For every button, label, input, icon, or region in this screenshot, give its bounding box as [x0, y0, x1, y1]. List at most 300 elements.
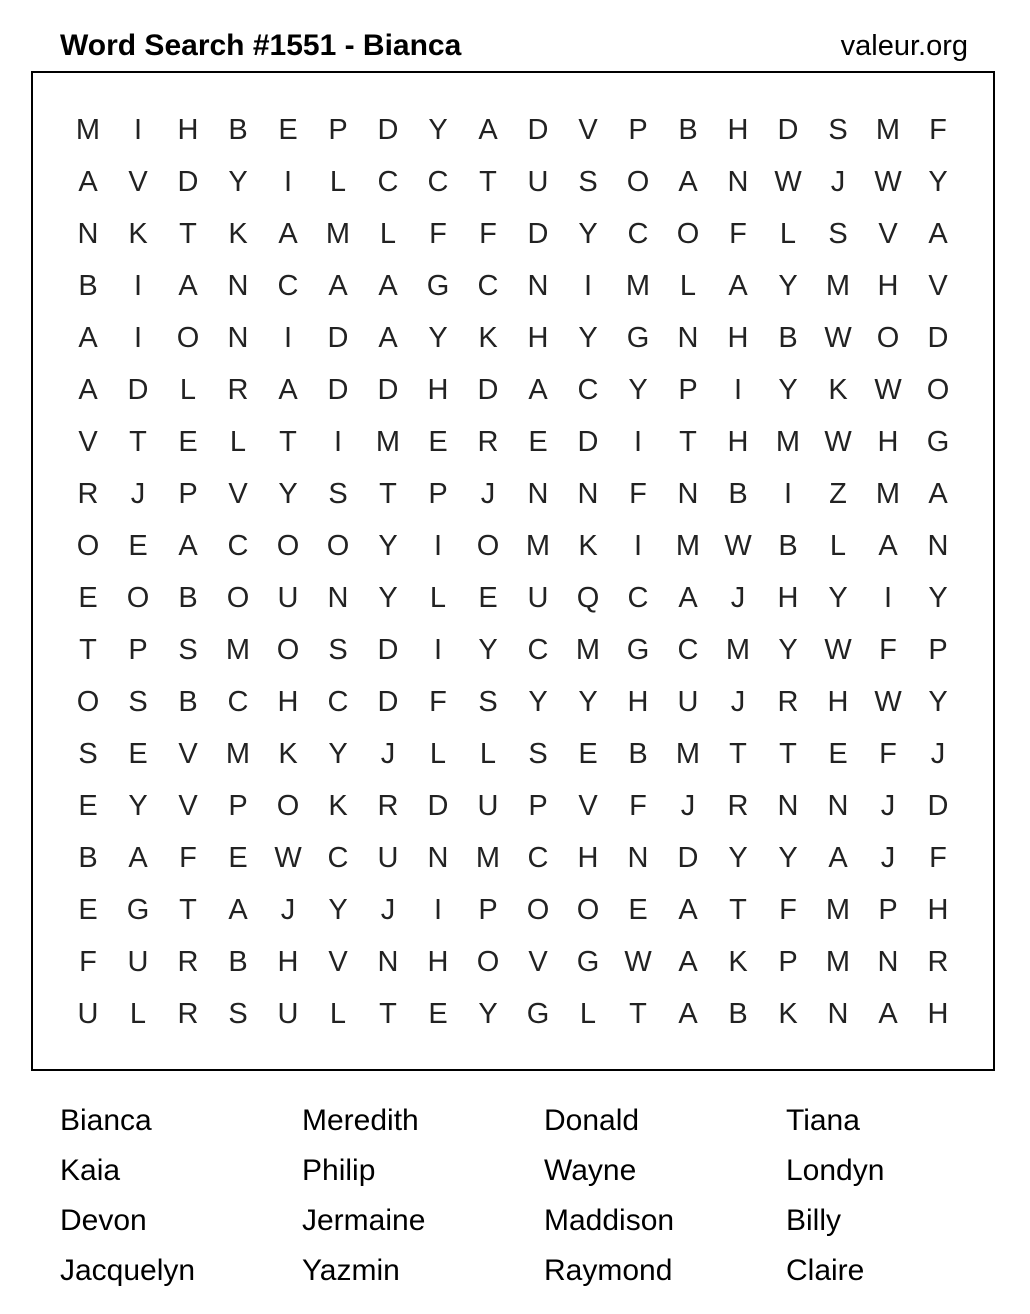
grid-letter: N: [677, 477, 699, 510]
grid-letter: I: [283, 165, 293, 198]
grid-letter: R: [177, 997, 199, 1030]
grid-letter: I: [283, 321, 293, 354]
page-title: Word Search #1551 - Bianca: [60, 29, 462, 62]
grid-letter: P: [478, 893, 498, 926]
grid-letter: M: [775, 425, 801, 458]
grid-letter: O: [226, 581, 250, 614]
grid-letter: H: [427, 373, 449, 406]
grid-letter: M: [825, 945, 851, 978]
grid-letter: D: [327, 373, 349, 406]
grid-letter: H: [927, 997, 949, 1030]
grid-letter: A: [378, 321, 398, 354]
grid-letter: L: [179, 373, 197, 406]
letter-grid: [63, 104, 963, 1040]
grid-letter: H: [427, 945, 449, 978]
grid-letter: R: [477, 425, 499, 458]
grid-letter: H: [727, 113, 749, 146]
grid-letter: T: [479, 165, 497, 198]
grid-letter: E: [578, 737, 598, 770]
grid-letter: Y: [778, 373, 798, 406]
grid-letter: J: [930, 737, 946, 770]
grid-letter: Y: [778, 269, 798, 302]
word-list-item: Billy: [786, 1204, 842, 1237]
grid-letter: M: [375, 425, 401, 458]
word-list-item: Bianca: [60, 1104, 152, 1137]
grid-letter: V: [528, 945, 548, 978]
grid-letter: C: [527, 841, 549, 874]
grid-letter: H: [877, 425, 899, 458]
grid-letter: P: [178, 477, 198, 510]
grid-letter: Z: [829, 477, 847, 510]
word-list-item: Jermaine: [302, 1204, 426, 1237]
grid-letter: I: [583, 269, 593, 302]
grid-letter: A: [278, 373, 298, 406]
grid-letter: V: [578, 113, 598, 146]
grid-letter: L: [829, 529, 847, 562]
grid-letter: T: [379, 477, 397, 510]
word-list-item: Meredith: [302, 1104, 419, 1137]
grid-letter: O: [276, 789, 300, 822]
grid-letter: F: [729, 217, 747, 250]
grid-letter: O: [626, 165, 650, 198]
grid-letter: B: [728, 477, 748, 510]
grid-letter: Y: [928, 165, 948, 198]
grid-letter: D: [927, 321, 949, 354]
grid-letter: K: [128, 217, 148, 250]
grid-letter: I: [333, 425, 343, 458]
grid-letter: E: [628, 893, 648, 926]
grid-letter: T: [129, 425, 147, 458]
grid-letter: I: [733, 373, 743, 406]
grid-letter: M: [675, 529, 701, 562]
grid-letter: U: [127, 945, 149, 978]
grid-letter: T: [679, 425, 697, 458]
grid-letter: A: [378, 269, 398, 302]
word-list-item: Philip: [302, 1154, 376, 1187]
grid-letter: F: [879, 633, 897, 666]
grid-letter: Y: [578, 685, 598, 718]
grid-letter: D: [177, 165, 199, 198]
grid-letter: Y: [628, 373, 648, 406]
grid-letter: U: [527, 165, 549, 198]
grid-letter: E: [428, 997, 448, 1030]
grid-letter: B: [78, 269, 98, 302]
grid-letter: O: [576, 893, 600, 926]
grid-letter: B: [778, 529, 798, 562]
grid-letter: A: [678, 945, 698, 978]
grid-letter: A: [178, 269, 198, 302]
grid-letter: U: [677, 685, 699, 718]
grid-letter: T: [79, 633, 97, 666]
grid-letter: K: [228, 217, 248, 250]
grid-letter: J: [130, 477, 146, 510]
grid-letter: U: [77, 997, 99, 1030]
grid-letter: H: [727, 321, 749, 354]
grid-letter: P: [328, 113, 348, 146]
grid-letter: A: [928, 477, 948, 510]
grid-letter: A: [78, 165, 98, 198]
grid-letter: F: [429, 685, 447, 718]
grid-letter: J: [680, 789, 696, 822]
grid-letter: W: [874, 373, 902, 406]
grid-letter: M: [525, 529, 551, 562]
grid-letter: D: [477, 373, 499, 406]
grid-letter: M: [875, 113, 901, 146]
grid-letter: D: [527, 113, 549, 146]
grid-letter: I: [633, 529, 643, 562]
grid-letter: A: [128, 841, 148, 874]
grid-letter: L: [779, 217, 797, 250]
grid-letter: N: [227, 269, 249, 302]
grid-letter: S: [578, 165, 598, 198]
grid-letter: I: [433, 529, 443, 562]
grid-letter: V: [328, 945, 348, 978]
grid-letter: U: [477, 789, 499, 822]
grid-letter: R: [777, 685, 799, 718]
grid-letter: J: [880, 841, 896, 874]
grid-letter: O: [676, 217, 700, 250]
grid-letter: H: [527, 321, 549, 354]
grid-letter: N: [927, 529, 949, 562]
grid-letter: S: [328, 477, 348, 510]
grid-letter: J: [380, 737, 396, 770]
grid-letter: Q: [576, 581, 600, 614]
grid-letter: F: [879, 737, 897, 770]
grid-letter: H: [727, 425, 749, 458]
grid-letter: V: [178, 789, 198, 822]
grid-letter: U: [377, 841, 399, 874]
grid-letter: V: [578, 789, 598, 822]
grid-letter: U: [277, 581, 299, 614]
grid-letter: O: [276, 529, 300, 562]
grid-letter: Y: [278, 477, 298, 510]
grid-letter: W: [824, 321, 852, 354]
word-list-item: Devon: [60, 1204, 147, 1237]
grid-letter: D: [377, 633, 399, 666]
grid-letter: S: [528, 737, 548, 770]
grid-letter: E: [478, 581, 498, 614]
grid-letter: I: [433, 893, 443, 926]
word-list-item: Raymond: [544, 1254, 673, 1287]
grid-letter: C: [227, 685, 249, 718]
grid-letter: W: [874, 685, 902, 718]
grid-letter: M: [875, 477, 901, 510]
grid-letter: I: [133, 113, 143, 146]
grid-letter: P: [528, 789, 548, 822]
grid-letter: W: [274, 841, 302, 874]
grid-letter: A: [878, 997, 898, 1030]
grid-letter: D: [677, 841, 699, 874]
grid-letter: Y: [928, 685, 948, 718]
grid-letter: B: [778, 321, 798, 354]
grid-letter: G: [626, 633, 650, 666]
grid-letter: A: [678, 165, 698, 198]
grid-letter: C: [277, 269, 299, 302]
grid-letter: T: [179, 217, 197, 250]
grid-letter: G: [126, 893, 150, 926]
grid-letter: O: [276, 633, 300, 666]
grid-letter: H: [927, 893, 949, 926]
grid-letter: N: [227, 321, 249, 354]
grid-letter: K: [478, 321, 498, 354]
grid-letter: A: [878, 529, 898, 562]
grid-letter: H: [277, 685, 299, 718]
grid-letter: L: [329, 165, 347, 198]
grid-letter: A: [528, 373, 548, 406]
grid-letter: C: [577, 373, 599, 406]
grid-letter: Y: [228, 165, 248, 198]
grid-letter: R: [377, 789, 399, 822]
grid-letter: J: [280, 893, 296, 926]
grid-letter: M: [225, 737, 251, 770]
grid-letter: T: [379, 997, 397, 1030]
grid-letter: D: [777, 113, 799, 146]
word-list-item: Yazmin: [302, 1254, 400, 1287]
grid-letter: Y: [928, 581, 948, 614]
grid-letter: O: [476, 529, 500, 562]
grid-letter: Y: [428, 321, 448, 354]
grid-letter: F: [779, 893, 797, 926]
grid-letter: F: [479, 217, 497, 250]
grid-letter: M: [625, 269, 651, 302]
grid-letter: G: [426, 269, 450, 302]
grid-letter: N: [77, 217, 99, 250]
grid-letter: T: [179, 893, 197, 926]
grid-letter: N: [427, 841, 449, 874]
grid-letter: F: [629, 477, 647, 510]
grid-letter: D: [377, 113, 399, 146]
grid-letter: N: [677, 321, 699, 354]
grid-letter: A: [728, 269, 748, 302]
grid-letter: D: [927, 789, 949, 822]
word-list-item: Claire: [786, 1254, 865, 1287]
grid-letter: M: [825, 269, 851, 302]
grid-letter: C: [227, 529, 249, 562]
grid-letter: D: [377, 685, 399, 718]
grid-letter: O: [76, 685, 100, 718]
grid-letter: M: [75, 113, 101, 146]
grid-letter: F: [429, 217, 447, 250]
grid-letter: O: [126, 581, 150, 614]
grid-letter: V: [78, 425, 98, 458]
grid-letter: N: [777, 789, 799, 822]
grid-letter: C: [477, 269, 499, 302]
grid-letter: Y: [728, 841, 748, 874]
grid-letter: E: [78, 893, 98, 926]
grid-letter: K: [778, 997, 798, 1030]
grid-letter: Y: [478, 997, 498, 1030]
grid-letter: I: [433, 633, 443, 666]
grid-letter: S: [128, 685, 148, 718]
grid-letter: K: [278, 737, 298, 770]
grid-letter: U: [527, 581, 549, 614]
grid-letter: O: [926, 373, 950, 406]
grid-letter: P: [128, 633, 148, 666]
grid-letter: A: [228, 893, 248, 926]
grid-letter: N: [827, 997, 849, 1030]
word-list-item: Maddison: [544, 1204, 675, 1237]
grid-letter: J: [880, 789, 896, 822]
grid-letter: B: [228, 113, 248, 146]
grid-letter: J: [730, 581, 746, 614]
grid-letter: N: [877, 945, 899, 978]
grid-letter: A: [78, 373, 98, 406]
grid-letter: D: [527, 217, 549, 250]
grid-letter: H: [777, 581, 799, 614]
grid-letter: F: [79, 945, 97, 978]
grid-letter: N: [327, 581, 349, 614]
grid-letter: Y: [778, 633, 798, 666]
grid-letter: Y: [328, 737, 348, 770]
grid-letter: E: [128, 529, 148, 562]
grid-letter: L: [579, 997, 597, 1030]
grid-letter: Y: [378, 529, 398, 562]
grid-letter: D: [577, 425, 599, 458]
grid-letter: A: [678, 893, 698, 926]
grid-letter: F: [929, 113, 947, 146]
grid-letter: L: [429, 737, 447, 770]
word-list-item: Donald: [544, 1104, 640, 1137]
word-list-item: Tiana: [786, 1104, 860, 1137]
grid-letter: R: [177, 945, 199, 978]
grid-letter: C: [627, 581, 649, 614]
grid-letter: O: [476, 945, 500, 978]
grid-letter: S: [78, 737, 98, 770]
grid-letter: S: [328, 633, 348, 666]
grid-letter: L: [429, 581, 447, 614]
grid-letter: B: [678, 113, 698, 146]
grid-letter: W: [774, 165, 802, 198]
grid-letter: Y: [528, 685, 548, 718]
site-name: valeur.org: [840, 30, 968, 62]
grid-letter: V: [178, 737, 198, 770]
grid-letter: L: [329, 997, 347, 1030]
grid-letter: A: [78, 321, 98, 354]
grid-letter: E: [828, 737, 848, 770]
grid-letter: E: [278, 113, 298, 146]
grid-letter: G: [926, 425, 950, 458]
grid-letter: L: [479, 737, 497, 770]
grid-letter: L: [379, 217, 397, 250]
grid-letter: O: [326, 529, 350, 562]
grid-letter: U: [277, 997, 299, 1030]
grid-letter: V: [128, 165, 148, 198]
grid-letter: Y: [128, 789, 148, 822]
grid-letter: I: [133, 269, 143, 302]
grid-letter: D: [127, 373, 149, 406]
grid-letter: N: [727, 165, 749, 198]
grid-letter: C: [377, 165, 399, 198]
grid-letter: N: [527, 269, 549, 302]
grid-letter: T: [779, 737, 797, 770]
grid-letter: M: [825, 893, 851, 926]
grid-letter: A: [928, 217, 948, 250]
grid-letter: R: [77, 477, 99, 510]
grid-letter: H: [827, 685, 849, 718]
grid-letter: W: [724, 529, 752, 562]
grid-letter: O: [76, 529, 100, 562]
grid-letter: B: [228, 945, 248, 978]
grid-letter: K: [578, 529, 598, 562]
grid-letter: P: [928, 633, 948, 666]
grid-letter: W: [824, 425, 852, 458]
grid-letter: D: [377, 373, 399, 406]
grid-letter: G: [626, 321, 650, 354]
grid-letter: C: [677, 633, 699, 666]
grid-letter: M: [725, 633, 751, 666]
grid-letter: H: [277, 945, 299, 978]
grid-letter: Y: [378, 581, 398, 614]
grid-letter: P: [428, 477, 448, 510]
grid-letter: P: [628, 113, 648, 146]
grid-letter: K: [328, 789, 348, 822]
grid-letter: M: [575, 633, 601, 666]
grid-letter: I: [883, 581, 893, 614]
grid-letter: D: [427, 789, 449, 822]
grid-letter: D: [327, 321, 349, 354]
grid-letter: H: [177, 113, 199, 146]
grid-letter: B: [78, 841, 98, 874]
grid-letter: O: [176, 321, 200, 354]
grid-letter: N: [527, 477, 549, 510]
grid-letter: B: [178, 685, 198, 718]
grid-letter: I: [783, 477, 793, 510]
grid-letter: G: [526, 997, 550, 1030]
grid-letter: M: [475, 841, 501, 874]
grid-letter: P: [878, 893, 898, 926]
grid-letter: A: [678, 997, 698, 1030]
grid-letter: C: [627, 217, 649, 250]
grid-letter: N: [377, 945, 399, 978]
grid-letter: E: [178, 425, 198, 458]
grid-letter: A: [178, 529, 198, 562]
grid-letter: A: [828, 841, 848, 874]
word-list: [60, 1098, 1028, 1298]
grid-letter: C: [427, 165, 449, 198]
grid-letter: F: [179, 841, 197, 874]
grid-letter: J: [730, 685, 746, 718]
grid-letter: N: [827, 789, 849, 822]
grid-letter: Y: [778, 841, 798, 874]
grid-letter: B: [178, 581, 198, 614]
grid-letter: Y: [578, 321, 598, 354]
grid-letter: E: [428, 425, 448, 458]
word-list-item: Kaia: [60, 1154, 121, 1187]
grid-letter: L: [679, 269, 697, 302]
word-list-item: Jacquelyn: [60, 1254, 196, 1287]
grid-letter: C: [327, 685, 349, 718]
grid-letter: T: [629, 997, 647, 1030]
grid-letter: M: [225, 633, 251, 666]
grid-letter: W: [824, 633, 852, 666]
grid-letter: K: [828, 373, 848, 406]
grid-letter: S: [228, 997, 248, 1030]
grid-letter: Y: [828, 581, 848, 614]
grid-letter: A: [328, 269, 348, 302]
grid-letter: W: [874, 165, 902, 198]
grid-letter: P: [228, 789, 248, 822]
grid-letter: B: [728, 997, 748, 1030]
grid-letter: O: [526, 893, 550, 926]
grid-letter: H: [577, 841, 599, 874]
grid-letter: O: [876, 321, 900, 354]
grid-letter: W: [624, 945, 652, 978]
grid-letter: S: [828, 113, 848, 146]
grid-letter: N: [577, 477, 599, 510]
grid-letter: J: [380, 893, 396, 926]
grid-letter: J: [480, 477, 496, 510]
grid-letter: Y: [478, 633, 498, 666]
